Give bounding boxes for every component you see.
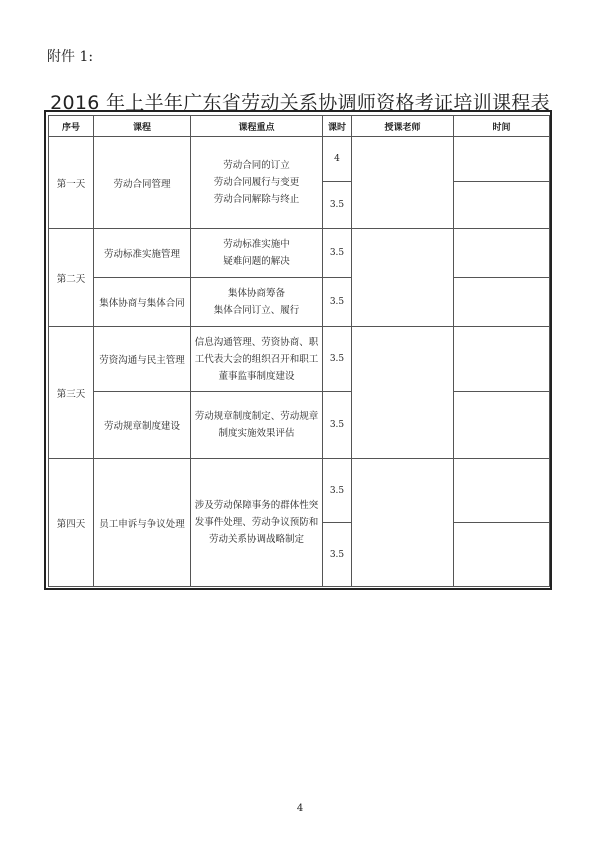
- focus-line: 劳动规章制度制定、劳动规章: [194, 411, 319, 422]
- focus-line: 劳动合同的订立: [223, 160, 290, 171]
- focus-line: 发事件处理、劳动争议预防和: [194, 517, 319, 528]
- header-focus: 课程重点: [191, 116, 323, 137]
- course-cell: 劳动标准实施管理: [94, 229, 191, 278]
- focus-line: 涉及劳动保障事务的群体性突: [194, 500, 319, 511]
- time-cell: [454, 182, 550, 229]
- teacher-cell: [352, 137, 454, 229]
- course-cell: 劳资沟通与民主管理: [94, 327, 191, 392]
- focus-line: 劳动合同履行与变更: [213, 177, 300, 188]
- course-cell: 劳动合同管理: [94, 137, 191, 229]
- focus-line: 制度实施效果评估: [218, 428, 295, 439]
- table-row: [49, 137, 550, 182]
- time-cell: [454, 523, 550, 587]
- time-cell: [454, 327, 550, 392]
- focus-line: 集体协商筹备: [227, 288, 285, 299]
- focus-line: 疑难问题的解决: [223, 256, 290, 267]
- hours-cell: 3.5: [323, 459, 352, 523]
- teacher-cell: [352, 459, 454, 587]
- header-time: 时间: [454, 116, 550, 137]
- page-title: 2016 年上半年广东省劳动关系协调师资格考证培训课程表: [50, 92, 550, 114]
- time-cell: [454, 137, 550, 182]
- attachment-label: 附件 1:: [47, 49, 94, 65]
- table-row: [49, 229, 550, 278]
- time-cell: [454, 278, 550, 327]
- teacher-cell: [352, 327, 454, 459]
- focus-line: 集体合同订立、履行: [213, 305, 300, 316]
- time-cell: [454, 229, 550, 278]
- time-cell: [454, 459, 550, 523]
- time-cell: [454, 392, 550, 459]
- table-row: [49, 459, 550, 523]
- day-label: 第二天: [49, 229, 94, 327]
- day-label: 第一天: [49, 137, 94, 229]
- focus-line: 劳动标准实施中: [223, 239, 290, 250]
- teacher-cell: [352, 229, 454, 327]
- day-label: 第三天: [49, 327, 94, 459]
- focus-cell: [191, 392, 323, 459]
- hours-cell: 3.5: [323, 182, 352, 229]
- focus-cell: [191, 229, 323, 278]
- focus-cell: [191, 137, 323, 229]
- focus-cell: [191, 278, 323, 327]
- day-label: 第四天: [49, 459, 94, 587]
- focus-line: 劳动合同解除与终止: [213, 194, 300, 205]
- focus-line: 董事监事制度建设: [218, 370, 295, 382]
- hours-cell: 3.5: [323, 392, 352, 459]
- table-row: [49, 327, 550, 392]
- hours-cell: 3.5: [323, 523, 352, 587]
- focus-cell: [191, 327, 323, 392]
- hours-cell: 4: [323, 137, 352, 182]
- course-cell: 员工申诉与争议处理: [94, 459, 191, 587]
- course-cell: 劳动规章制度建设: [94, 392, 191, 459]
- header-index: 序号: [49, 116, 94, 137]
- hours-cell: 3.5: [323, 229, 352, 278]
- header-teacher: 授课老师: [352, 116, 454, 137]
- header-hours: 课时: [323, 116, 352, 137]
- schedule-table: [48, 115, 550, 587]
- table-row: [49, 392, 550, 459]
- hours-cell: 3.5: [323, 278, 352, 327]
- focus-line: 劳动关系协调战略制定: [208, 534, 304, 545]
- focus-cell: [191, 459, 323, 587]
- header-course: 课程: [94, 116, 191, 137]
- course-cell: 集体协商与集体合同: [94, 278, 191, 327]
- focus-line: 信息沟通管理、劳资协商、职: [194, 336, 319, 348]
- page-number: 4: [296, 803, 304, 814]
- table-row: [49, 278, 550, 327]
- hours-cell: 3.5: [323, 327, 352, 392]
- table-header-row: [49, 116, 550, 137]
- focus-line: 工代表大会的组织召开和职工: [194, 353, 319, 365]
